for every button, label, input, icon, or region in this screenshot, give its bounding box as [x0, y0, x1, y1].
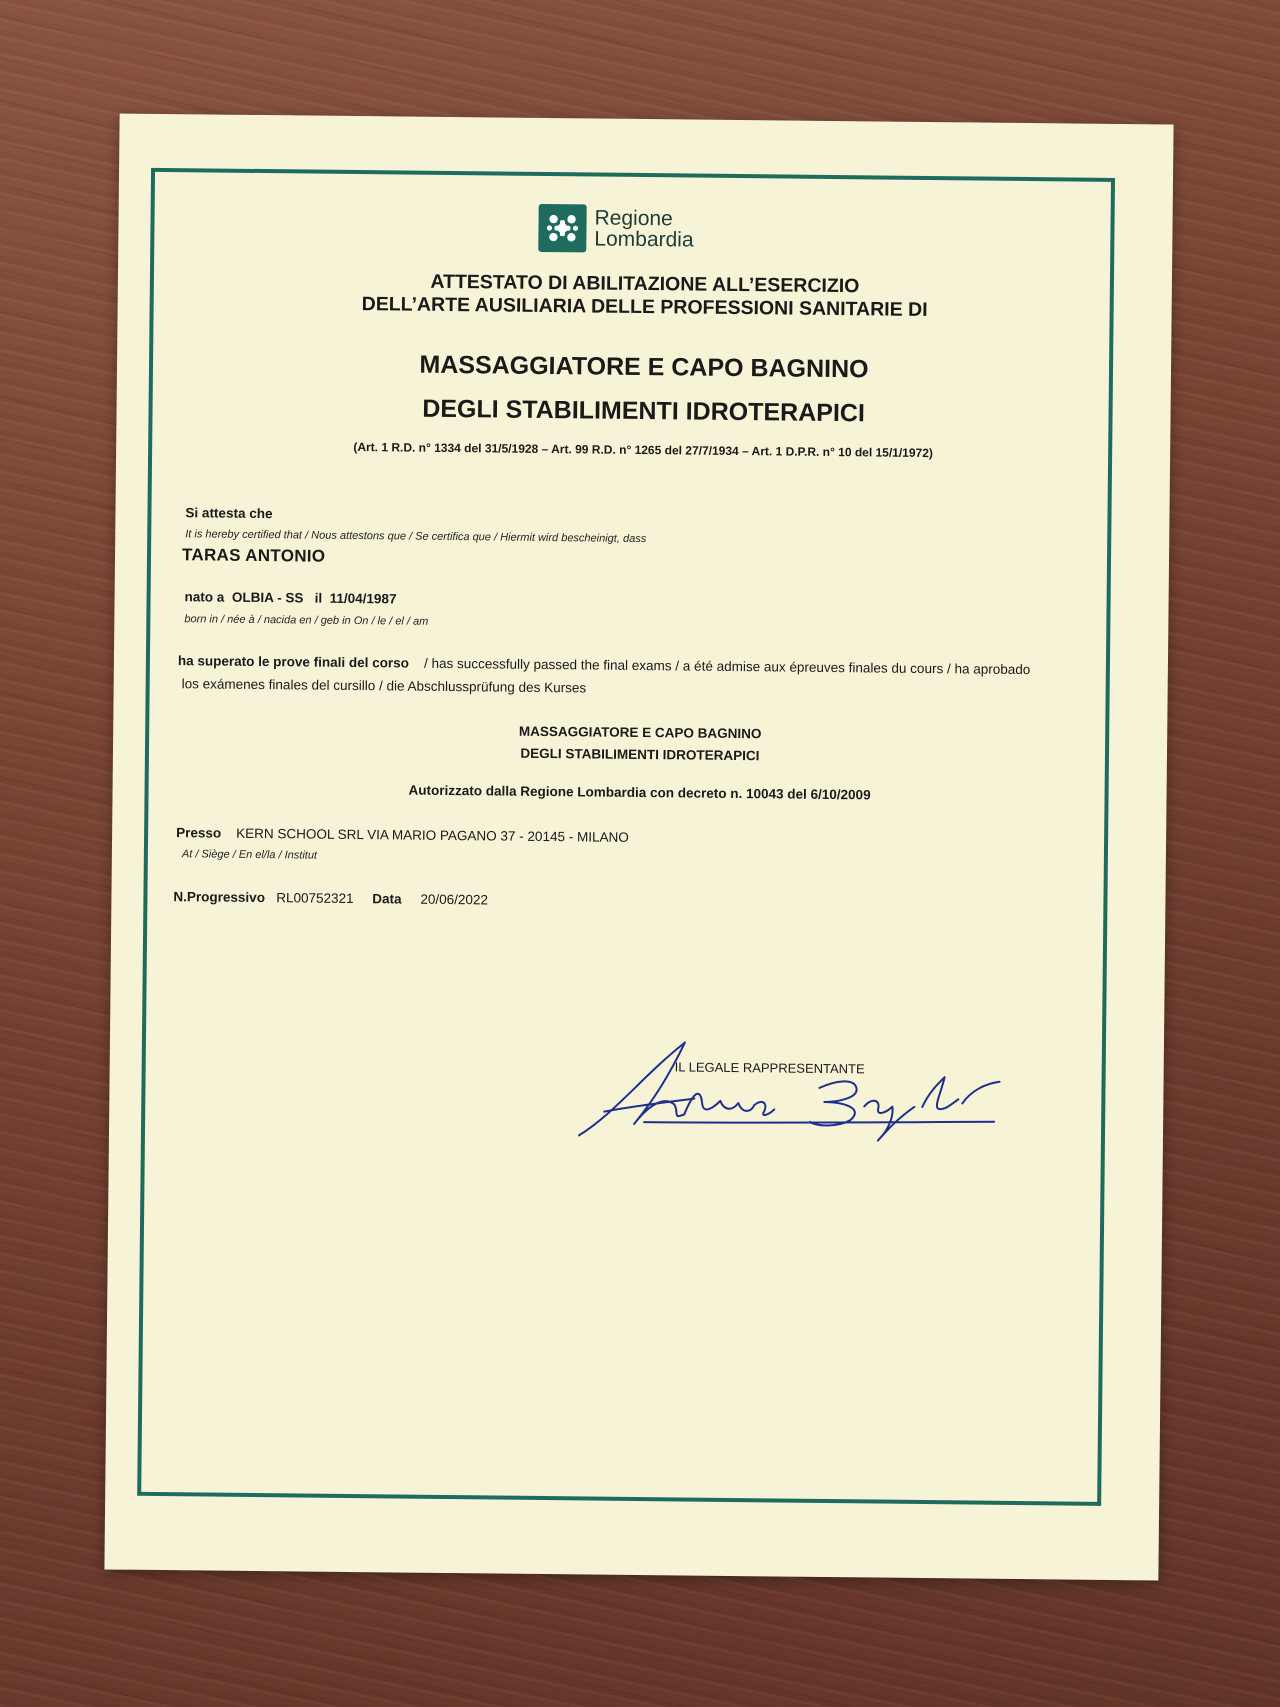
title-line-1: ATTESTATO DI ABILITAZIONE ALL’ESERCIZIO	[430, 270, 860, 298]
regione-lombardia-logo	[538, 204, 694, 254]
logo-line-2: Lombardia	[594, 227, 694, 252]
birth-translation: born in / née à / nacida en / geb in On / le / el / am	[184, 613, 429, 628]
regione-lombardia-rosa-camuna-icon	[538, 204, 587, 253]
logo-text	[594, 208, 694, 251]
course-name-line-1: MASSAGGIATORE E CAPO BAGNINO	[518, 723, 762, 742]
birth-place-label: nato a	[184, 589, 225, 605]
venue-translation: At / Siège / En el/la / Institut	[181, 848, 318, 862]
attest-label: Si attesta che	[185, 505, 273, 522]
title-line-2: DELL’ARTE AUSILIARIA DELLE PROFESSIONI SANITARIE DI	[361, 293, 928, 321]
legal-reference: (Art. 1 R.D. n° 1334 del 31/5/1928 – Art. 99 R.D. n° 1265 del 27/7/1934 – Art. 1 D.P.R. n° 10 del 15/1/1972)	[353, 439, 933, 461]
date-value: 20/06/2022	[420, 891, 489, 908]
profession-line-2: DEGLI STABILIMENTI IDROTERAPICI	[422, 394, 865, 428]
signature-label: IL LEGALE RAPPRESENTANTE	[674, 1059, 865, 1077]
date-label: Data	[372, 891, 402, 907]
birth-line	[185, 589, 397, 606]
certificate-sheet	[104, 114, 1173, 1581]
course-name-line-2: DEGLI STABILIMENTI IDROTERAPICI	[520, 745, 760, 764]
holder-name: TARAS ANTONIO	[181, 545, 326, 566]
profession-heading	[116, 340, 1171, 439]
venue-label: Presso	[176, 825, 222, 841]
birth-place: OLBIA - SS	[231, 589, 304, 606]
birth-date-label: il	[314, 590, 323, 606]
venue-value: KERN SCHOOL SRL VIA MARIO PAGANO 37 - 20145 - MILANO	[236, 825, 629, 845]
authorization-decree: Autorizzato dalla Regione Lombardia con decreto n. 10043 del 6/10/2009	[408, 782, 871, 803]
attest-translation: It is hereby certified that / Nous attestons que / Se certifica que / Hiermit wird bescheinigt, dass	[185, 528, 647, 546]
progressive-label: N.Progressivo	[173, 889, 266, 906]
profession-line-1: MASSAGGIATORE E CAPO BAGNINO	[419, 350, 869, 384]
course-label: ha superato le prove finali del corso	[177, 653, 410, 671]
course-translation-2: los exámenes finales del cursillo / die Abschlussprüfung des Kurses	[181, 676, 587, 696]
course-translation-1: / has successfully passed the final exams / a été admise aux épreuves finales du cours / ha aprobado	[423, 655, 1031, 678]
logo-line-1: Regione	[594, 206, 673, 231]
signature-handwritten	[574, 1033, 1005, 1147]
birth-date: 11/04/1987	[329, 590, 397, 607]
progressive-value: RL00752321	[276, 890, 354, 907]
